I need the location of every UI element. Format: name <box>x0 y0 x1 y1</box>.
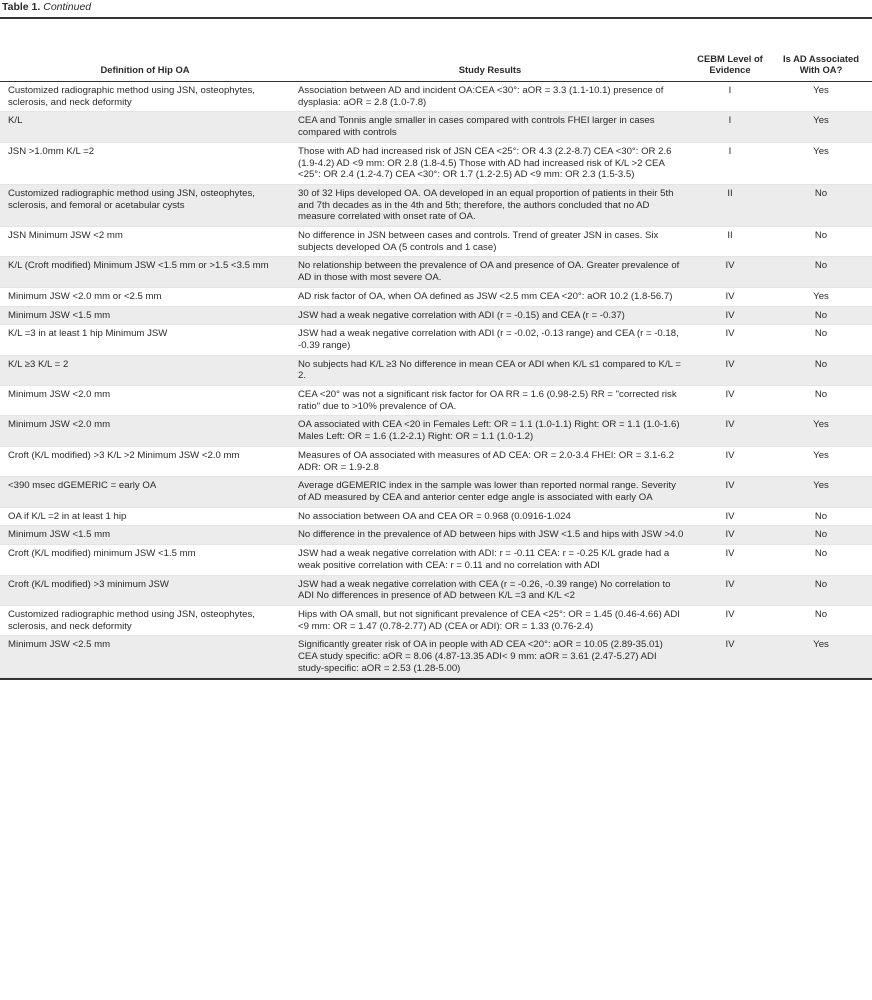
cell-associated: Yes <box>770 112 872 142</box>
table-label: Table 1. <box>2 1 41 13</box>
cell-associated: No <box>770 227 872 257</box>
cell-results: JSW had a weak negative correlation with ADI (r = -0.15) and CEA (r = -0.37) <box>290 306 690 325</box>
header-results: Study Results <box>290 19 690 82</box>
cell-definition: K/L (Croft modified) Minimum JSW <1.5 mm or >1.5 <3.5 mm <box>0 257 290 287</box>
cell-cebm-level: IV <box>690 507 770 526</box>
cell-cebm-level: IV <box>690 287 770 306</box>
cell-results: CEA and Tonnis angle smaller in cases compared with controls FHEI larger in cases compared with controls <box>290 112 690 142</box>
table-row <box>0 446 872 476</box>
table-row <box>0 257 872 287</box>
cell-definition: Minimum JSW <1.5 mm <box>0 306 290 325</box>
cell-cebm-level: IV <box>690 477 770 507</box>
cell-definition: Customized radiographic method using JSN, osteophytes, sclerosis, and femoral or acetabular cysts <box>0 184 290 226</box>
cell-definition: Customized radiographic method using JSN, osteophytes, sclerosis, and neck deformity <box>0 605 290 635</box>
cell-definition: JSN Minimum JSW <2 mm <box>0 227 290 257</box>
table-row <box>0 507 872 526</box>
cell-associated: No <box>770 605 872 635</box>
cell-results: Measures of OA associated with measures of AD CEA: OR = 2.0-3.4 FHEI: OR = 3.1-6.2 ADR: OR = 1.9-2.8 <box>290 446 690 476</box>
cell-results: JSW had a weak negative correlation with ADI (r = -0.02, -0.13 range) and CEA (r = -0.18, -0.39 range) <box>290 325 690 355</box>
cell-results: No difference in the prevalence of AD between hips with JSW <1.5 and hips with JSW >4.0 <box>290 526 690 545</box>
table-row <box>0 325 872 355</box>
cell-results: No relationship between the prevalence of OA and presence of OA. Greater prevalence of AD in those with most severe OA. <box>290 257 690 287</box>
cell-cebm-level: IV <box>690 446 770 476</box>
cell-results: Hips with OA small, but not significant prevalence of CEA <25°: OR = 1.45 (0.46-4.66) ADI <9 mm: OR = 1.47 (0.78-2.77) AD (CEA or ADI): OR = 1.33 (0.76-2.4) <box>290 605 690 635</box>
cell-definition: K/L <box>0 112 290 142</box>
cell-associated: Yes <box>770 142 872 184</box>
cell-associated: No <box>770 184 872 226</box>
cell-associated: No <box>770 325 872 355</box>
cell-definition: Minimum JSW <2.0 mm or <2.5 mm <box>0 287 290 306</box>
cell-results: OA associated with CEA <20 in Females Left: OR = 1.1 (1.0-1.1) Right: OR = 1.1 (1.0-1.6) Males Left: OR = 1.6 (1.2-2.1) Right: OR = 1.1 (1.0-1.2) <box>290 416 690 446</box>
cell-associated: Yes <box>770 416 872 446</box>
table-row <box>0 386 872 416</box>
cell-cebm-level: IV <box>690 355 770 385</box>
cell-cebm-level: IV <box>690 526 770 545</box>
header-associated: Is AD Associated With OA? <box>770 19 872 82</box>
cell-associated: Yes <box>770 477 872 507</box>
cell-cebm-level: IV <box>690 325 770 355</box>
cell-cebm-level: IV <box>690 386 770 416</box>
table-continued-label: Continued <box>43 1 92 13</box>
cell-definition: Customized radiographic method using JSN, osteophytes, sclerosis, and neck deformity <box>0 82 290 112</box>
cell-definition: Minimum JSW <2.0 mm <box>0 386 290 416</box>
table-row <box>0 112 872 142</box>
cell-cebm-level: IV <box>690 545 770 575</box>
table-row <box>0 636 872 678</box>
header-definition: Definition of Hip OA <box>0 19 290 82</box>
table-row <box>0 287 872 306</box>
cell-definition: Croft (K/L modified) >3 K/L >2 Minimum JSW <2.0 mm <box>0 446 290 476</box>
cell-definition: OA if K/L =2 in at least 1 hip <box>0 507 290 526</box>
cell-definition: Minimum JSW <2.0 mm <box>0 416 290 446</box>
cell-cebm-level: II <box>690 184 770 226</box>
cell-definition: Minimum JSW <2.5 mm <box>0 636 290 678</box>
cell-results: 30 of 32 Hips developed OA. OA developed in an equal proportion of patients in their 5th and 7th decades as in the 4th and 5th; therefore, the authors concluded that no AD measure correlated with onset rate of OA. <box>290 184 690 226</box>
cell-associated: No <box>770 257 872 287</box>
header-row <box>0 19 872 82</box>
table-row <box>0 545 872 575</box>
cell-associated: Yes <box>770 446 872 476</box>
cell-cebm-level: II <box>690 227 770 257</box>
header-cebm: CEBM Level of Evidence <box>690 19 770 82</box>
cell-results: CEA <20° was not a significant risk factor for OA RR = 1.6 (0.98-2.5) RR = "corrected risk ratio" due to >10% prevalence of OA. <box>290 386 690 416</box>
cell-definition: JSN >1.0mm K/L =2 <box>0 142 290 184</box>
table-row <box>0 575 872 605</box>
cell-results: No difference in JSN between cases and controls. Trend of greater JSN in cases. Six subjects developed OA (5 controls and 1 case) <box>290 227 690 257</box>
cell-definition: Croft (K/L modified) >3 minimum JSW <box>0 575 290 605</box>
table-bottom-rule <box>0 678 872 680</box>
cell-results: Association between AD and incident OA:CEA <30°: aOR = 3.3 (1.1-10.1) presence of dysplasia: aOR = 2.8 (1.0-7.8) <box>290 82 690 112</box>
cell-cebm-level: IV <box>690 636 770 678</box>
cell-associated: No <box>770 306 872 325</box>
cell-results: Average dGEMERIC index in the sample was lower than reported normal range. Severity of AD measured by CEA and anterior center edge angle is associated with early OA <box>290 477 690 507</box>
cell-results: JSW had a weak negative correlation with ADI: r = -0.11 CEA: r = -0.25 K/L grade had a weak positive correlation with CEA: r = 0.11 and no correlation with ADI <box>290 545 690 575</box>
cell-results: No association between OA and CEA OR = 0.968 (0.0916-1.024 <box>290 507 690 526</box>
table-row <box>0 477 872 507</box>
table-row <box>0 526 872 545</box>
table-row <box>0 355 872 385</box>
cell-cebm-level: I <box>690 142 770 184</box>
table-body <box>0 82 872 678</box>
cell-associated: Yes <box>770 636 872 678</box>
cell-cebm-level: I <box>690 82 770 112</box>
cell-definition: Minimum JSW <1.5 mm <box>0 526 290 545</box>
table-row <box>0 82 872 112</box>
cell-cebm-level: IV <box>690 605 770 635</box>
cell-results: No subjects had K/L ≥3 No difference in mean CEA or ADI when K/L ≤1 compared to K/L = 2. <box>290 355 690 385</box>
cell-cebm-level: IV <box>690 257 770 287</box>
table-row <box>0 605 872 635</box>
cell-associated: No <box>770 507 872 526</box>
table-header <box>0 19 872 82</box>
table-row <box>0 184 872 226</box>
table-row <box>0 142 872 184</box>
cell-associated: No <box>770 355 872 385</box>
cell-definition: K/L =3 in at least 1 hip Minimum JSW <box>0 325 290 355</box>
cell-cebm-level: I <box>690 112 770 142</box>
cell-associated: Yes <box>770 82 872 112</box>
cell-results: JSW had a weak negative correlation with CEA (r = -0.26, -0.39 range) No correlation to ADI No differences in presence of AD between K/L =3 and K/L <2 <box>290 575 690 605</box>
cell-associated: No <box>770 386 872 416</box>
cell-cebm-level: IV <box>690 306 770 325</box>
cell-results: Those with AD had increased risk of JSN CEA <25°: OR 4.3 (2.2-8.7) CEA <30°: OR 2.6 (1.9-4.2) AD <9 mm: OR 2.8 (1.8-4.5) Those with AD had increased risk of K/L >2 CEA <25°: OR 2.4 (1.2-4.7) CEA <30°: OR 1.7 (1.2-2.5) AD <9 mm: OR 2.3 (1.5-3.5) <box>290 142 690 184</box>
cell-associated: Yes <box>770 287 872 306</box>
cell-definition: <390 msec dGEMERIC = early OA <box>0 477 290 507</box>
cell-cebm-level: IV <box>690 416 770 446</box>
cell-definition: K/L ≥3 K/L = 2 <box>0 355 290 385</box>
table-row <box>0 416 872 446</box>
table-row <box>0 227 872 257</box>
cell-results: AD risk factor of OA, when OA defined as JSW <2.5 mm CEA <20°: aOR 10.2 (1.8-56.7) <box>290 287 690 306</box>
evidence-table <box>0 19 872 678</box>
cell-associated: No <box>770 545 872 575</box>
cell-associated: No <box>770 526 872 545</box>
cell-cebm-level: IV <box>690 575 770 605</box>
cell-associated: No <box>770 575 872 605</box>
cell-definition: Croft (K/L modified) minimum JSW <1.5 mm <box>0 545 290 575</box>
cell-results: Significantly greater risk of OA in people with AD CEA <20°: aOR = 10.05 (2.89-35.01) CEA study specific: aOR = 8.06 (4.87-13.35 ADI< 9 mm: aOR = 3.61 (2.47-5.27) ADI study-specific: aOR = 2.53 (1.28-5.00) <box>290 636 690 678</box>
table-row <box>0 306 872 325</box>
table-caption <box>0 0 872 14</box>
